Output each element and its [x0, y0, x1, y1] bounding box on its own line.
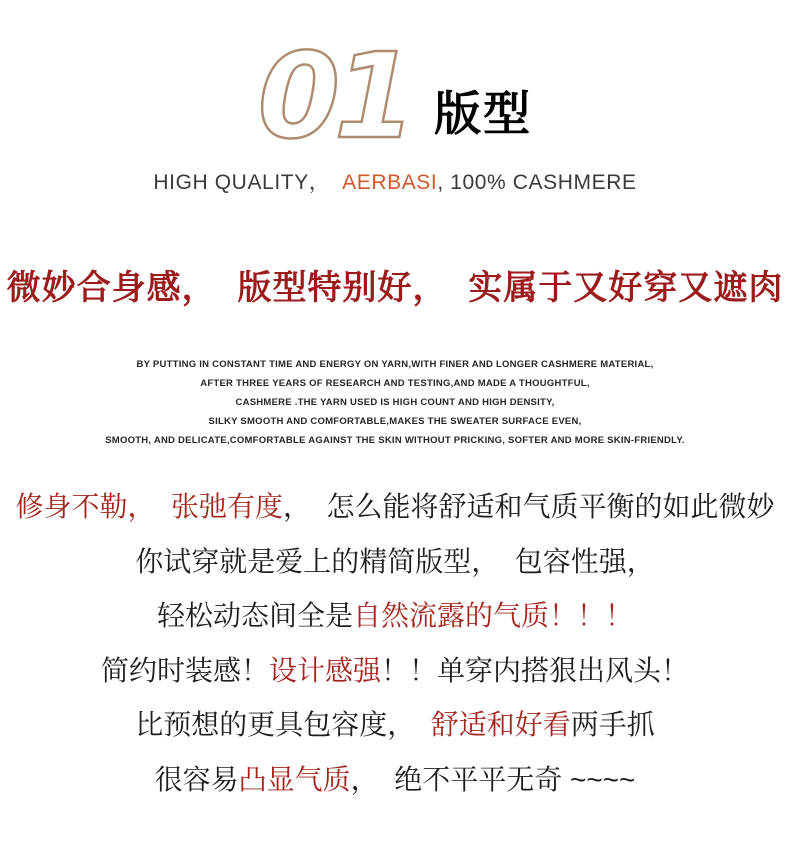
- text-segment: HIGH QUALITY，: [153, 171, 343, 195]
- paragraph-line: SMOOTH, AND DELICATE,COMFORTABLE AGAINST THE SKIN WITHOUT PRICKING, SOFTER AND MORE SKIN-FRIENDLY.: [105, 435, 685, 447]
- section-number-outline: 01: [257, 27, 411, 165]
- body-line-3: [0, 589, 790, 644]
- text-segment: 轻松动态间全是: [156, 600, 353, 632]
- paragraph-line: AFTER THREE YEARS OF RESEARCH AND TESTING,AND MADE A THOUGHTFUL,: [200, 378, 590, 390]
- section-title: 版型: [434, 87, 533, 141]
- text-segment: 比预想的更具包容度，: [135, 709, 431, 741]
- text-segment: ， 怎么能将舒适和气质平衡的如此微妙: [283, 491, 775, 523]
- text-segment: AERBASI: [342, 171, 438, 195]
- body-line-6: [0, 753, 790, 808]
- text-segment: 修身不勒， 张弛有度: [15, 491, 283, 523]
- subtitle-line: [0, 166, 790, 196]
- english-paragraph: [0, 355, 790, 450]
- text-segment: 简约时装感！: [100, 654, 269, 686]
- body-line-4: [0, 644, 790, 699]
- paragraph-line: CASHMERE .THE YARN USED IS HIGH COUNT AND HIGH DENSITY,: [235, 397, 555, 409]
- section-header: [0, 0, 790, 165]
- text-segment: 凸显气质: [238, 763, 351, 795]
- text-segment: 很容易: [154, 763, 239, 795]
- text-segment: 设计感强: [268, 654, 381, 686]
- text-segment: 两手抓: [570, 709, 655, 741]
- body-line-5: [0, 698, 790, 753]
- body-text-block: [0, 480, 790, 807]
- text-segment: ， 绝不平平无奇 ~~~~: [350, 763, 636, 795]
- text-segment: 你试穿就是爱上的精简版型， 包容性强，: [135, 545, 655, 577]
- headline: 微妙合身感， 版型特别好， 实属于又好穿又遮肉: [6, 269, 784, 308]
- text-segment: 舒适和好看: [430, 709, 571, 741]
- body-line-2: [0, 535, 790, 590]
- paragraph-line: BY PUTTING IN CONSTANT TIME AND ENERGY ON YARN,WITH FINER AND LONGER CASHMERE MATERIAL,: [136, 359, 654, 371]
- paragraph-line: SILKY SMOOTH AND COMFORTABLE,MAKES THE SWEATER SURFACE EVEN,: [208, 416, 582, 428]
- text-segment: ！！单穿内搭狠出风头！: [381, 654, 690, 686]
- text-segment: 自然流露的气质！！！: [353, 600, 634, 632]
- text-segment: , 100% CASHMERE: [437, 171, 637, 195]
- body-line-1: [0, 480, 790, 535]
